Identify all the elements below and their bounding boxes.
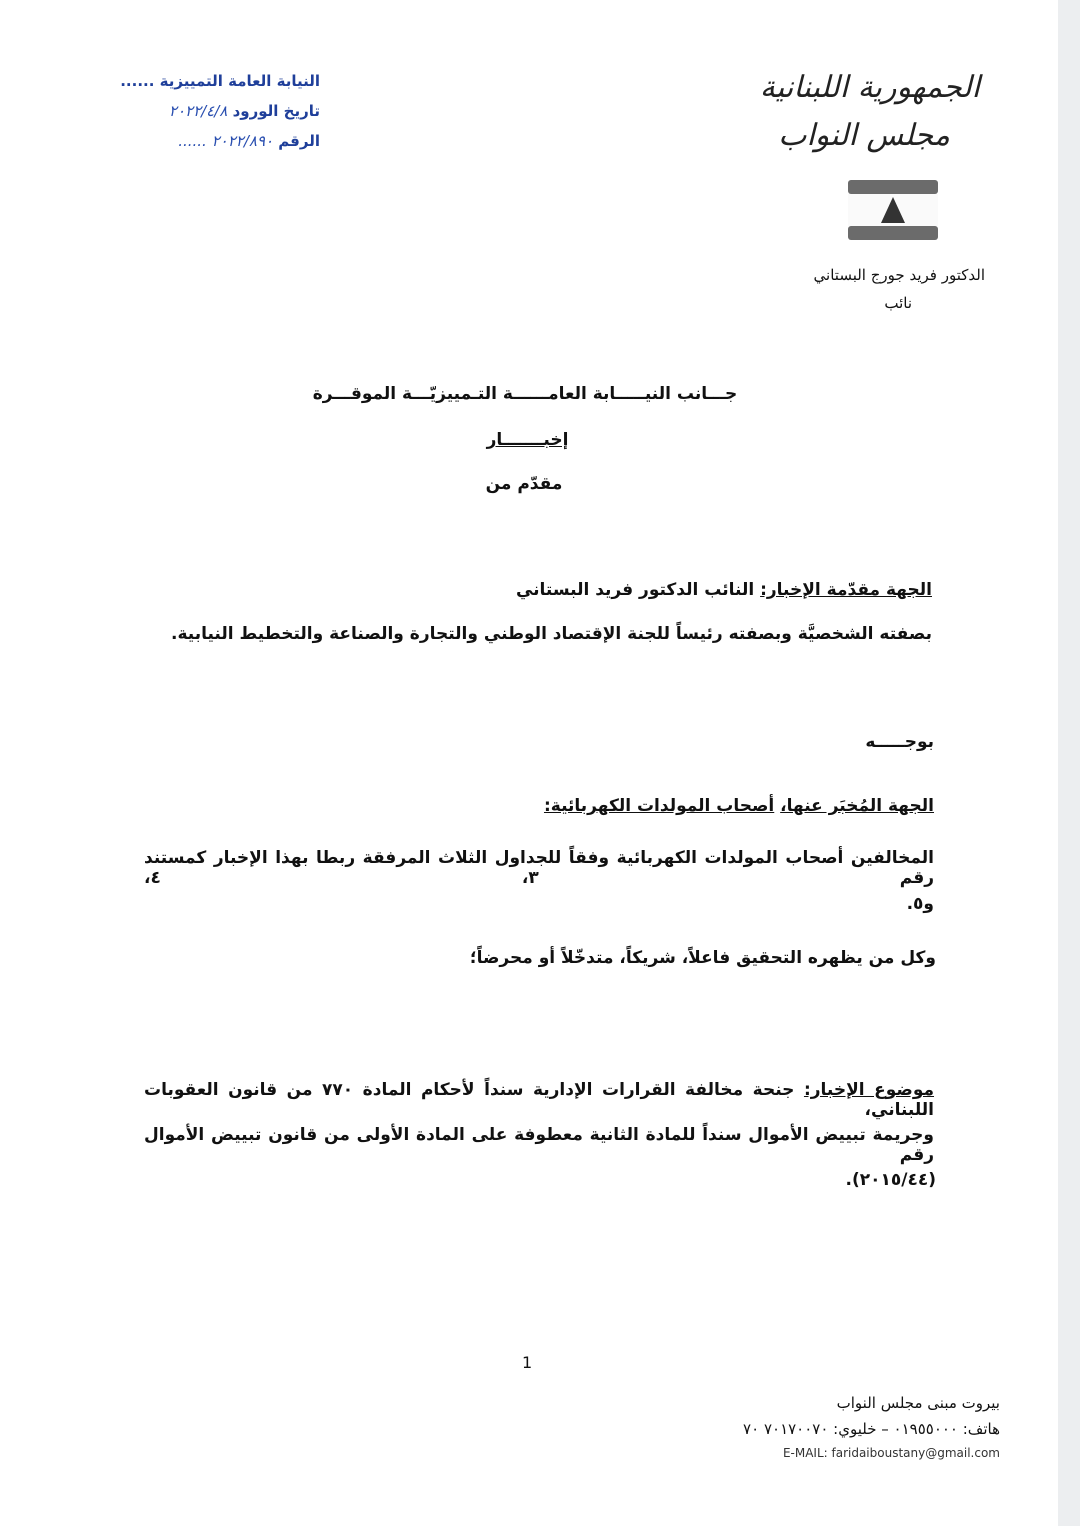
subject-line-3: (٢٠١٥/٤٤). (845, 1170, 936, 1190)
submitted-by-label: مقدّم من (485, 474, 563, 494)
reception-stamp (80, 66, 320, 156)
stamp-number-handwritten: ٢٠٢٢/٨٩٠ ...... (178, 132, 274, 150)
stamp-line-3: الرقم ٢٠٢٢/٨٩٠ ...... (178, 132, 320, 150)
accused-line-2: و٥. (906, 894, 934, 914)
informant-line: الجهة مقدّمة الإخبار: النائب الدكتور فريد البستاني (515, 580, 932, 600)
lebanese-flag-emblem (848, 180, 938, 242)
accused-line-1: المخالفين أصحاب المولدات الكهربائية وفقاً للجداول الثلاث المرفقة ربطا بهذا الإخبار كمستند رقم ٣، ٤، (144, 848, 934, 888)
accused-heading: الجهة المُخبَر عنها، أصحاب المولدات الكهربائية: (543, 796, 934, 816)
document-type-heading: إخبـــــــار (486, 430, 569, 450)
deputy-name: الدكتور فريد جورج البستاني (813, 266, 985, 284)
page-number: 1 (522, 1353, 533, 1372)
parliament-calligraphy: مجلس النواب (778, 118, 950, 153)
addressee-heading: جـــانب النيـــــابة العامــــــة التـمييزيّـــة الموقـــرة (312, 384, 738, 404)
against-label: بوجـــــه (865, 732, 934, 752)
footer-email: E-MAIL: faridaiboustany@gmail.com (782, 1446, 1000, 1460)
republic-calligraphy: الجمهورية اللبنانية (759, 70, 980, 105)
subject-line-1: موضوع الإخبار: جنحة مخالفة القرارات الإدارية سنداً لأحكام المادة ٧٧٠ من قانون العقوبات اللبناني، (144, 1080, 935, 1120)
subject-line-2: وجريمة تبييض الأموال سنداً للمادة الثانية معطوفة على المادة الأولى من قانون تبييض الأموال رقم (144, 1125, 934, 1165)
page-edge (1058, 0, 1080, 1526)
cedar-icon (881, 197, 905, 223)
stamp-line-1: النيابة العامة التمييزية ...... (120, 72, 320, 90)
footer-address: بيروت مبنى مجلس النواب (836, 1394, 1000, 1412)
accused-line-3: وكل من يظهره التحقيق فاعلاً، شريكاً، متدخّلاً أو محرضاً؛ (469, 948, 936, 968)
informant-description: بصفته الشخصيَّة وبصفته رئيساً للجنة الإقتصاد الوطني والتجارة والصناعة والتخطيط النيابية. (171, 624, 932, 644)
stamp-line-2: تاريخ الورود ٢٠٢٢/٤/٨ (168, 102, 320, 120)
stamp-date-handwritten: ٢٠٢٢/٤/٨ (168, 102, 228, 120)
footer-phone: هاتف: ٠١٩٥٥٠٠٠ – خليوي: ٧٠١٧٠٠٧٠ ٧٠ (743, 1420, 1000, 1438)
deputy-role: نائب (884, 294, 912, 312)
